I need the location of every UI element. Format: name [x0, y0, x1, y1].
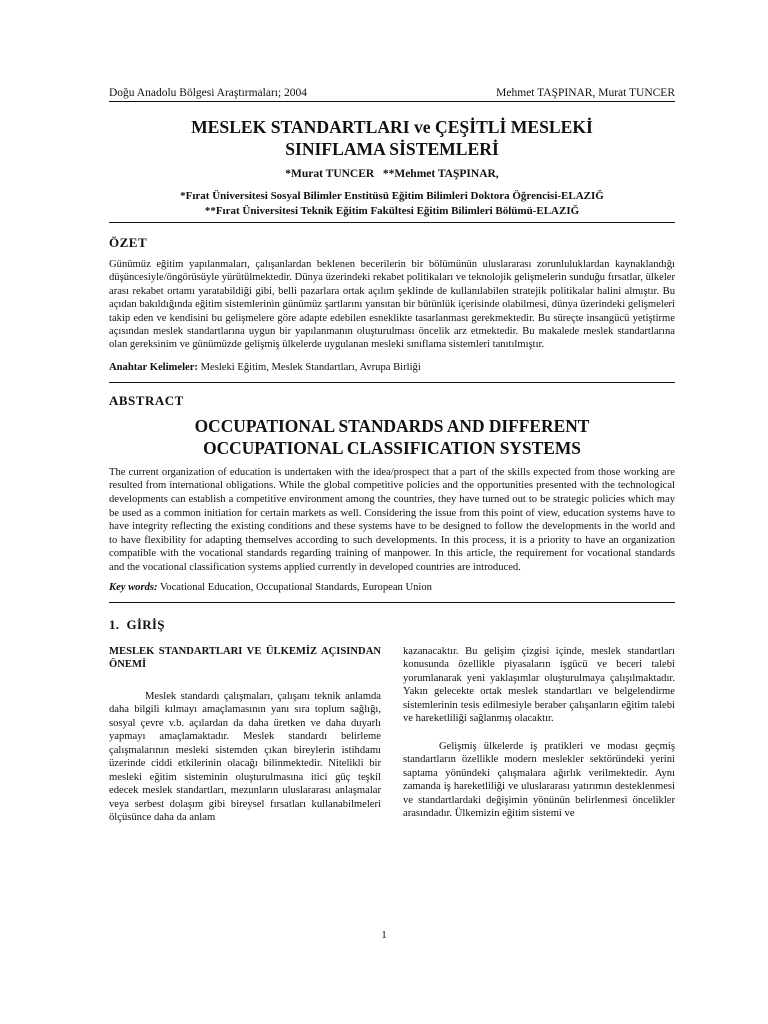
turkish-keywords: [109, 361, 675, 374]
running-header: [109, 86, 675, 102]
journal-name: Doğu Anadolu Bölgesi Araştırmaları; 2004: [109, 87, 308, 99]
english-title-line-1: OCCUPATIONAL STANDARDS AND DIFFERENT: [194, 415, 590, 436]
keywords-label: Key words:: [109, 581, 158, 593]
ozet-heading: ÖZET: [109, 235, 148, 250]
keywords-label: Anahtar Kelimeler:: [109, 361, 198, 373]
affiliations: [109, 189, 675, 219]
body-paragraph: kazanacaktır. Bu gelişim çizgisi içinde, meslek standartları konusunda özellikle piyasaların işgücü ve beceri talebi yorumlanarak yeni yaklaşımlar oluşturulmaya çalışılmaktadır. Yakın gelecekte ortak meslek standartları ve belgelendirme sistemlerinin tesis edilmesiyle beraber çalışanların eğitim talebi ve hareketliliği sağlanmış olacaktır.: [403, 645, 675, 725]
section-heading: 1. GİRİŞ: [109, 616, 165, 632]
page-number: 1: [381, 929, 387, 941]
divider: [109, 222, 675, 223]
abstract-heading: ABSTRACT: [109, 392, 184, 408]
ozet-text: Günümüz eğitim yapılanmaları, çalışanlardan beklenen becerilerin bir bölümünün uluslararası zorunluluklardan kaynaklandığı düşüncesiyle/öngörüsüyle yürütülmektedir. Dünya üzerindeki rekabet politikaları ve teknolojik gelişmelerin sunduğu fırsatlar, ülkeler arası rekabet ortamı yaratabildiği gibi, belli pazarlara ortak açılım şeklinde de kullanılabilen stratejik politikalar halini almıştır. Bu açıdan bakıldığında eğitim sistemlerinin günümüz şartlarını yansıtan bir bütünlük içerisinde olabilmesi, dünya üzerindeki gelişmeleri takip eden ve kendisini bu gelişmelere göre adapte edebilen esneklikte tasarlanması gerekmektedir. Bu süreçte insangücü yetiştirme açısından meslek standartlarına uygun bir yapılanmanın oluşturulması öncelik arz etmektedir. Bu makalede meslek standartlarına olan gereksinim ve günümüzde gelişmiş ülkelerde uygulanan mesleki sınıflama sistemleri tanıtılmıştır.: [109, 259, 675, 351]
affiliation-2: **Fırat Üniversitesi Teknik Eğitim Fakültesi Eğitim Bilimleri Bölümü-ELAZIĞ: [204, 205, 580, 217]
two-column-body: [109, 645, 675, 825]
author-list: *Murat TUNCER **Mehmet TAŞPINAR,: [285, 168, 499, 180]
divider: [109, 602, 675, 603]
divider: [109, 382, 675, 383]
subsection-heading: MESLEK STANDARTLARI VE ÜLKEMİZ AÇISINDAN ÖNEMİ: [109, 645, 381, 671]
header-authors: Mehmet TAŞPINAR, Murat TUNCER: [496, 87, 675, 99]
keywords-value: Mesleki Eğitim, Meslek Standartları, Avrupa Birliği: [197, 361, 421, 373]
body-paragraph: Gelişmiş ülkelerde iş pratikleri ve modası geçmiş standartların özellikle modern meslekler sektöründeki yerini saptama yönündeki çalışmalara ağırlık verilmektedir. Aynı zamanda iş hareketliliği ve uluslararası yatırımın desteklenmesi ve standartlardaki değişimin yönünün belirlenmesi öncelikler arasındadır. Ülkemizin eğitim sistemi ve: [403, 740, 675, 820]
english-title: [109, 415, 675, 459]
title-line-2: SINIFLAMA SİSTEMLERİ: [285, 139, 499, 159]
keywords-value: Vocational Education, Occupational Standards, European Union: [157, 581, 432, 593]
left-column: [109, 645, 381, 825]
english-keywords: [109, 581, 675, 594]
body-paragraph: Meslek standardı çalışmaları, çalışanı teknik anlamda daha bilgili kılmayı amaçlamasının yanı sıra toplum sağlığı, sosyal çevre v.b. açılardan da daha üretken ve daha duyarlı yapmayı amaçlamaktadır. Meslek standardı belirleme çalışmalarının mesleki sistemden çıkan bireylerin istihdamı üzerinde ciddi etkilerinin olacağı bilinmektedir. Nitelikli bir mesleki eğitim sisteminin oluşturulmasına itici güç teşkil edecek meslek standartları, mezunların uluslararası anlaşmalar veya serbest dolaşım gibi bireysel fırsatları kullanabilmeleri ölçüsünce daha da anlam: [109, 690, 381, 824]
right-column: [403, 645, 675, 825]
english-title-line-2: OCCUPATIONAL CLASSIFICATION SYSTEMS: [203, 437, 581, 458]
title-line-1: MESLEK STANDARTLARI ve ÇEŞİTLİ MESLEKİ: [191, 117, 593, 137]
affiliation-1: *Fırat Üniversitesi Sosyal Bilimler Enstitüsü Eğitim Bilimleri Doktora Öğrencisi-ELAZIĞ: [180, 190, 604, 202]
paper-title: [109, 116, 675, 160]
abstract-text: The current organization of education is undertaken with the idea/prospect that a part of the skills expected from those working are resulted from international obligations. While the global competitive policies and the opportunities presented with the technological developments can establish a competitive environment among the countries, they have turned out to be strategic policies which may be used as a common initiation for certain markets as well. Considering the issue from this point of view, education systems have to have integrity reflecting the existing conditions and these systems have to be designed to follow the developments in the world and to have flexibility for adapting themselves according to such developments. In this process, it is a priority to have an organization compatible with the vocational standards regarding training of manpower. In this article, the requirement for vocational standards and the vocational classification systems applied currently in developed countries are introduced.: [109, 466, 675, 573]
paper-page: [109, 86, 675, 825]
